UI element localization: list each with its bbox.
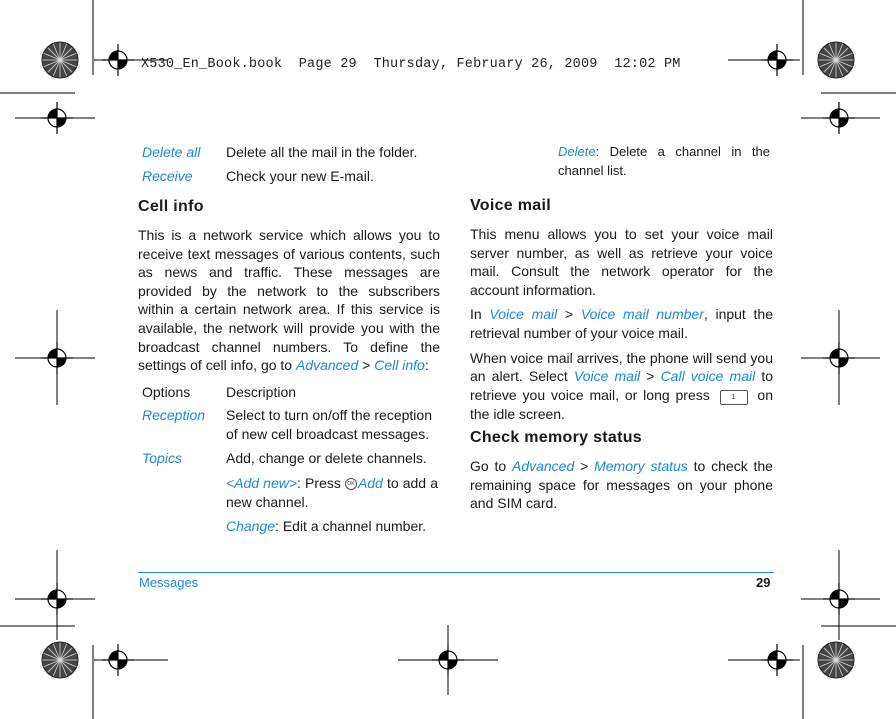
- page-number: 29: [756, 575, 771, 590]
- print-slug: X530_En_Book.book Page 29 Thursday, February 26, 2009 12:02 PM: [141, 57, 681, 72]
- cell-info-body: [138, 226, 440, 375]
- memory-status-heading: Check memory status: [470, 429, 642, 446]
- memory-status-paragraph: Go to Advanced > Memory status to check the remaining space for messages on your phone and SIM card.: [470, 458, 773, 512]
- delete-channel-note: Delete: Delete a channel in the channel list.: [558, 144, 770, 178]
- footer-section: Messages: [139, 575, 199, 590]
- options-col-header: Options: [142, 384, 191, 400]
- desc-reception: Select to turn on/off the reception of new cell broadcast messages.: [226, 407, 432, 442]
- description-col-header: Description: [226, 384, 297, 400]
- star-target-icon: [42, 642, 78, 678]
- desc-topics: Add, change or delete channels.: [226, 450, 427, 466]
- add-new-note: <Add new>: Press OK Add to add a new channel.: [226, 475, 438, 510]
- cell-info-paragraph: This is a network service which allows you to receive text messages of various contents, such as news and traffic. These messages are provided by the network to the subscribers within a certain network area. If this service is available, the network will provide you with the broadcast channel numbers. To define the settings of cell info, go to Advanced > Cell info:: [138, 227, 440, 374]
- term-reception: Reception: [142, 407, 206, 423]
- voice-mail-body: [470, 225, 773, 423]
- desc-receive: Check your new E-mail.: [226, 168, 374, 184]
- star-target-icon: [818, 642, 854, 678]
- ok-key-icon: OK: [345, 478, 357, 490]
- voice-mail-para-2: In Voice mail > Voice mail number, input the retrieval number of your voice mail.: [470, 306, 773, 341]
- term-delete-all: Delete all: [142, 144, 201, 160]
- term-receive: Receive: [142, 168, 193, 184]
- term-topics: Topics: [142, 450, 182, 466]
- voicemail-key-icon: 1: [720, 390, 748, 405]
- voice-mail-para-1: This menu allows you to set your voice mail server number, as well as retrieve your voice mail. Consult the network operator for the account information.: [470, 226, 773, 298]
- voice-mail-para-3: When voice mail arrives, the phone will send you an alert. Select Voice mail > Call voice mail to retrieve you voice mail, or long press 1 on the idle screen.: [470, 349, 774, 422]
- star-target-icon: [818, 42, 854, 78]
- voice-mail-heading: Voice mail: [470, 197, 551, 214]
- footer-rule: [138, 572, 774, 573]
- star-target-icon: [42, 42, 78, 78]
- change-note: Change: Edit a channel number.: [226, 518, 427, 534]
- memory-status-body: [470, 457, 773, 513]
- desc-delete-all: Delete all the mail in the folder.: [226, 144, 418, 160]
- cell-info-heading: Cell info: [138, 198, 204, 215]
